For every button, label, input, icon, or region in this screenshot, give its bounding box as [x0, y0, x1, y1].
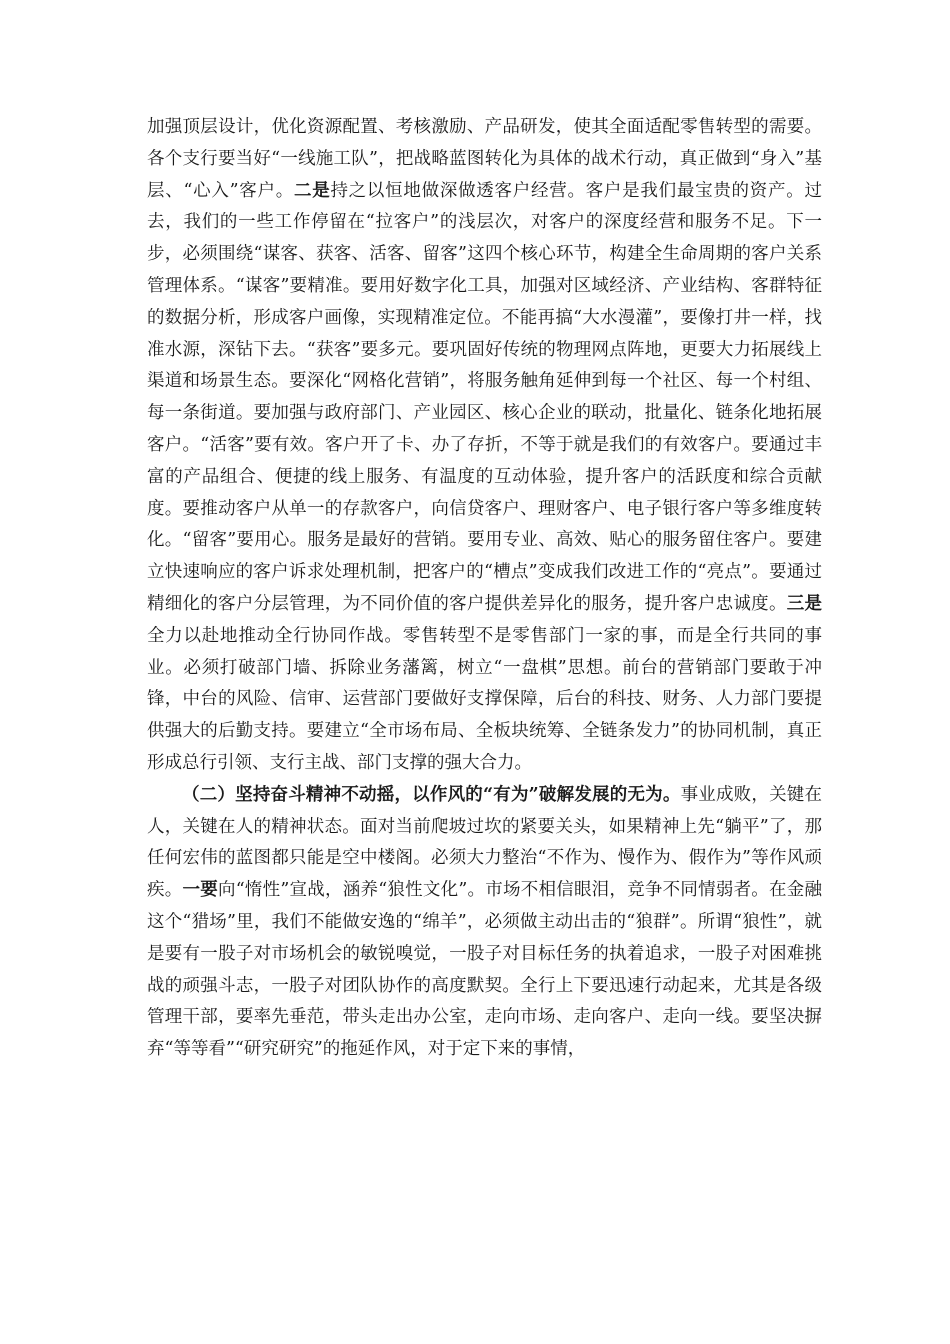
- bold-marker-er-shi: 二是: [293, 180, 331, 201]
- document-body: [147, 112, 822, 1066]
- text-run: 加强顶层设计，优化资源配置、考核激励、产品研发，使其全面适配零售转型的需要。各个支行要当好“一线施工队”，把战略蓝图转化为具体的战术行动，真正做到“身入”基层、“心入”客户。: [147, 117, 822, 201]
- bold-marker-san-shi: 三是: [786, 593, 823, 614]
- text-run: 向“惰性”宣战，涵养“狼性文化”。市场不相信眼泪，竞争不同情弱者。在金融这个“猎场”里，我们不能做安逸的“绵羊”，必须做主动出击的“狼群”。所谓“狼性”，就是要有一股子对市场机会的敏锐嗅觉，一股子对目标任务的执着追求，一股子对困难挑战的顽强斗志，一股子对团队协作的高度默契。全行上下要迅速行动起来，尤其是各级管理干部，要率先垂范，带头走出办公室，走向市场、走向客户、走向一线。要坚决摒弃“等等看”“研究研究”的拖延作风，对于定下来的事情，: [147, 880, 823, 1060]
- text-run: 事业成败，关键在人，关键在人的精神状态。面对当前爬坡过坎的紧要关头，如果精神上先“躺平”了，那任何宏伟的蓝图都只能是空中楼阁。必须大力整治“不作为、慢作为、假作为”等作风顽疾。: [147, 784, 822, 901]
- bold-marker-yi-yao: 一要: [182, 880, 218, 901]
- text-run: 持之以恒地做深做透客户经营。客户是我们最宝贵的资产。过去，我们的一些工作停留在“拉客户”的浅层次，对客户的深度经营和服务不足。下一步，必须围绕“谋客、获客、活客、留客”这四个核心环节，构建全生命周期的客户关系管理体系。“谋客”要精准。要用好数字化工具，加强对区域经济、产业结构、客群特征的数据分析，形成客户画像，实现精准定位。不能再搞“大水漫灌”，要像打井一样，找准水源，深钻下去。“获客”要多元。要巩固好传统的物理网点阵地，更要大力拓展线上渠道和场景生态。要深化“网格化营销”，将服务触角延伸到每一个社区、每一个村组、每一条街道。要加强与政府部门、产业园区、核心企业的联动，批量化、链条化地拓展客户。“活客”要有效。客户开了卡、办了存折，不等于就是我们的有效客户。要通过丰富的产品组合、便捷的线上服务、有温度的互动体验，提升客户的活跃度和综合贡献度。要推动客户从单一的存款客户，向信贷客户、理财客户、电子银行客户等多维度转化。“留客”要用心。服务是最好的营销。要用专业、高效、贴心的服务留住客户。要建立快速响应的客户诉求处理机制，把客户的“槽点”变成我们改进工作的“亮点”。要通过精细化的客户分层管理，为不同价值的客户提供差异化的服务，提升客户忠诚度。: [147, 180, 822, 614]
- section-heading: （二）坚持奋斗精神不动摇，以作风的“有为”破解发展的无为。: [182, 784, 681, 805]
- paragraph-1: [147, 112, 822, 780]
- paragraph-2: [147, 780, 822, 1066]
- text-run: 全力以赴地推动全行协同作战。零售转型不是零售部门一家的事，而是全行共同的事业。必须打破部门墙、拆除业务藩篱，树立“一盘棋”思想。前台的营销部门要敢于冲锋，中台的风险、信审、运营部门要做好支撑保障，后台的科技、财务、人力部门要提供强大的后勤支持。要建立“全市场布局、全板块统筹、全链条发力”的协同机制，真正形成总行引领、支行主战、部门支撑的强大合力。: [147, 625, 822, 773]
